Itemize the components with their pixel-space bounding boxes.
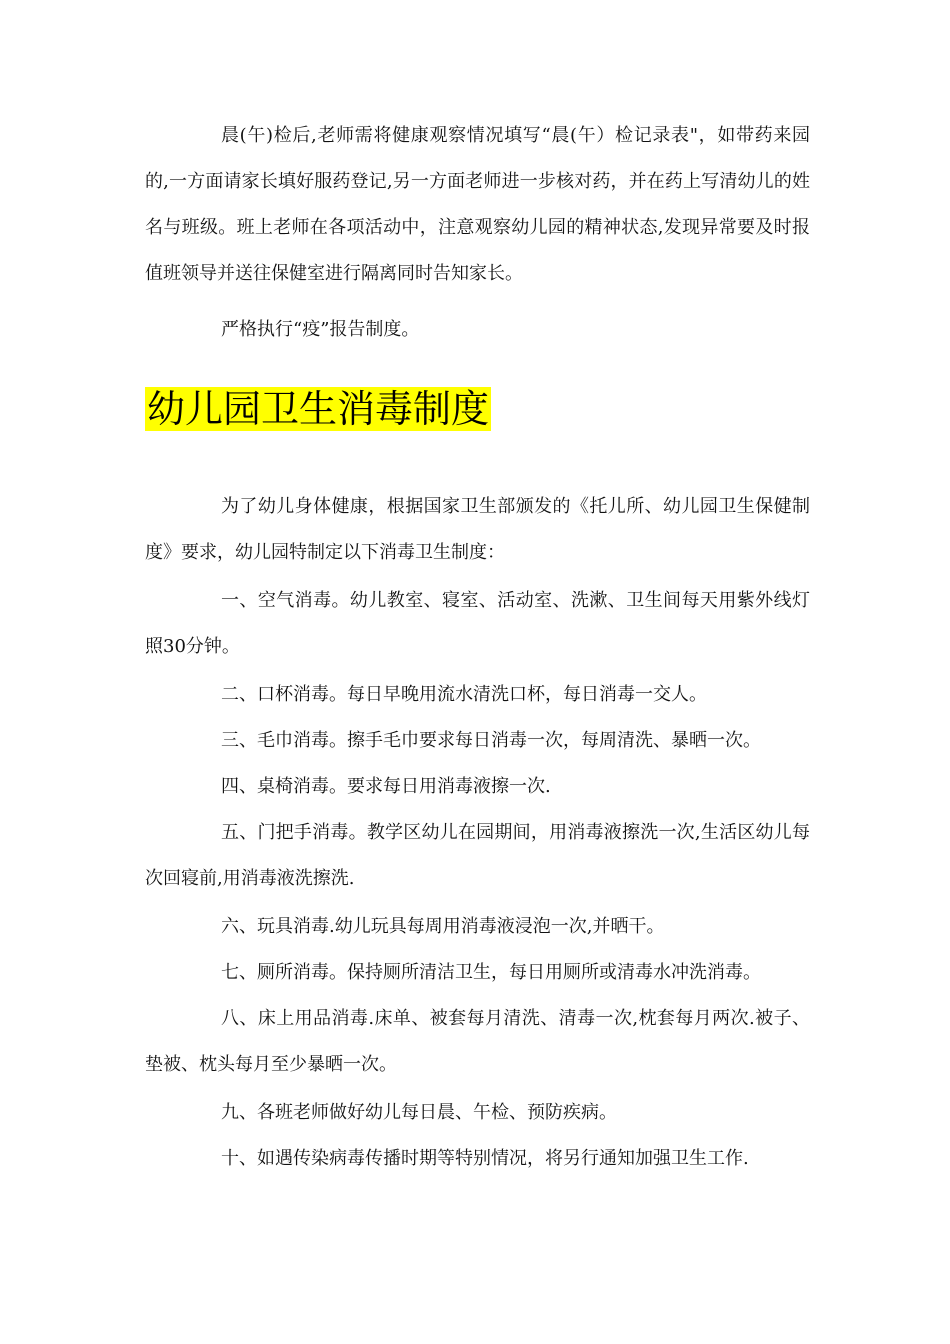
list-item-10: 十、如遇传染病毒传播时期等特别情况，将另行通知加强卫生工作. [221,1148,749,1169]
list-item-3: 三、毛巾消毒。擦手毛巾要求每日消毒一次，每周清洗、暴晒一次。 [221,730,761,751]
section-intro-paragraph: 为了幼儿身体健康，根据国家卫生部颁发的《托儿所、幼儿园卫生保健制度》要求，幼儿园特制定以下消毒卫生制度： [145,496,810,563]
list-item-5: 五、门把手消毒。教学区幼儿在园期间，用消毒液擦洗一次,生活区幼儿每次回寝前,用消毒液洗擦洗. [145,822,810,889]
list-item-6: 六、玩具消毒.幼儿玩具每周用消毒液浸泡一次,并晒干。 [221,916,665,937]
list-item-4: 四、桌椅消毒。要求每日用消毒液擦一次. [221,776,551,797]
list-item-7: 七、厕所消毒。保持厕所清洁卫生，每日用厕所或清毒水冲洗消毒。 [221,962,761,983]
section-title-text: 幼儿园卫生消毒制度 [147,387,490,431]
list-item-9: 九、各班老师做好幼儿每日晨、午检、预防疾病。 [221,1102,617,1123]
intro-paragraph-epidemic-report: 严格执行“疫”报告制度。 [221,319,420,340]
list-item-2: 二、口杯消毒。每日早晚用流水清洗口杯，每日消毒一交人。 [221,684,707,705]
intro-paragraph-morning-check: 晨(午)检后,老师需将健康观察情况填写“晨(午）检记录表"，如带药来园的,一方面请家长填好服药登记,另一方面老师进一步核对药，并在药上写清幼儿的姓名与班级。班上老师在各项活动中，注意观察幼儿园的精神状态,发现异常要及时报值班领导并送往保健室进行隔离同时告知家长。 [145,125,810,284]
list-item-8: 八、床上用品消毒.床单、被套每月清洗、清毒一次,枕套每月两次.被子、垫被、枕头每月至少暴晒一次。 [145,1008,810,1075]
section-title [145,384,491,434]
list-item-1: 一、空气消毒。幼儿教室、寝室、活动室、洗漱、卫生间每天用紫外线灯照30分钟。 [145,590,810,657]
